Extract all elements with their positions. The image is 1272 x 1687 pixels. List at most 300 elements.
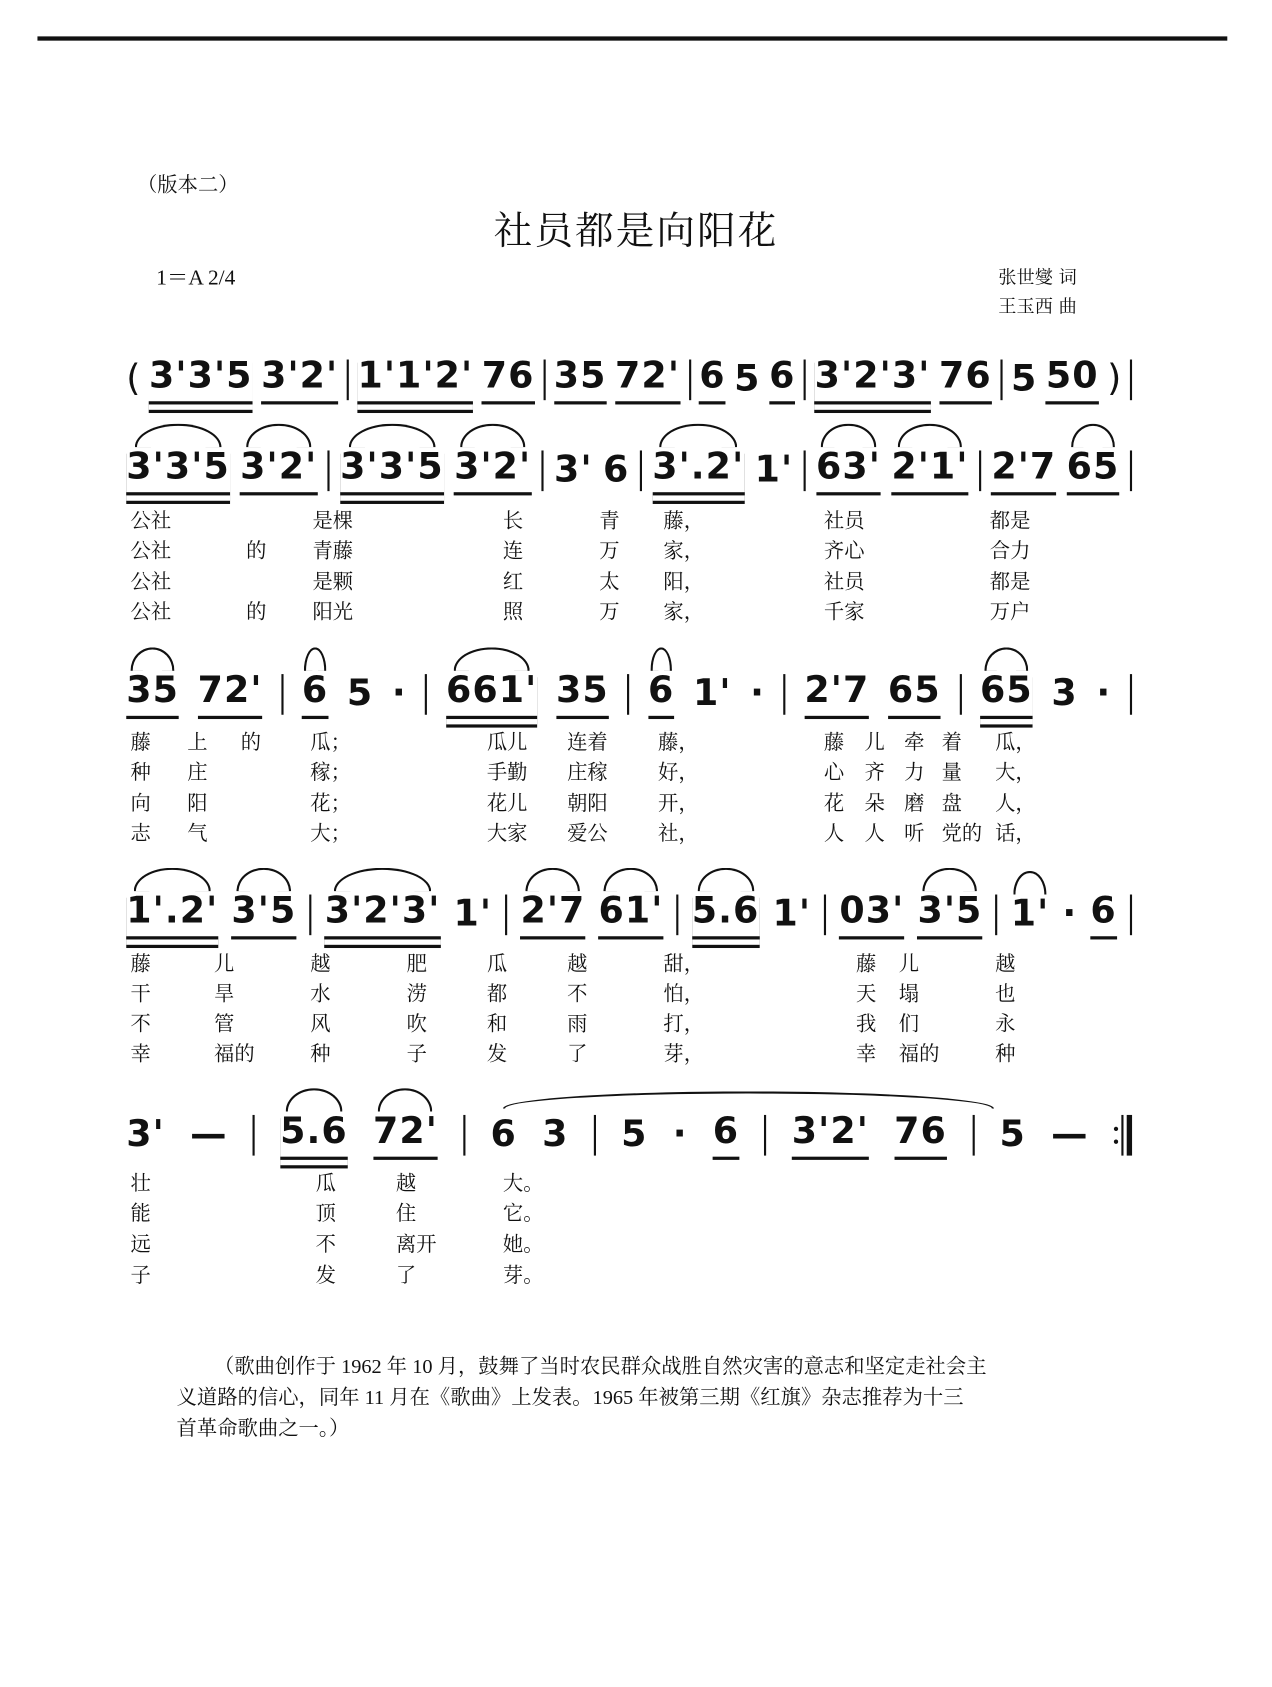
note-group-text: 5.6 [691,889,760,932]
note-group [520,889,585,939]
barline [1130,674,1132,715]
lyric-syllable: 磨 [904,791,925,816]
note-group-text: — [190,1112,228,1156]
barline [677,895,679,936]
lyric-syllable: 风 [310,1012,331,1036]
lyric-syllable: 瓜 [315,1171,336,1196]
note-group [357,354,473,404]
lyric-syllable: 种 [310,1042,331,1066]
song-title: 社员都是向阳花 [493,209,779,254]
barline [996,895,998,936]
note-group [240,445,317,495]
note-group [652,445,744,495]
lyric-syllable: 万户 [989,600,1031,624]
note-group-text: · [672,1112,688,1156]
note-group-text: 2'1' [891,445,969,488]
note-group-text: 5 [734,357,761,401]
note-group-text: · [1062,892,1078,936]
lyric-syllable: 管 [214,1012,235,1036]
note-group-text: 3' [126,1112,165,1156]
lyric-syllable: 公社 [130,539,172,563]
lyric-syllable: 天 [856,982,877,1006]
lyric-syllable: 阳 [187,791,208,816]
note-group [1051,672,1077,719]
lyric-syllable: 吹 [406,1012,427,1036]
lyric-syllable: 远 [130,1232,151,1257]
barline [972,1115,974,1156]
note-group [1011,357,1037,404]
note-group [734,357,760,404]
note-group [773,892,812,939]
lyric-syllable: 瓜； [310,730,351,755]
note-group [491,1113,517,1160]
barline [1130,895,1132,936]
note-group-text: 3'5 [231,889,297,932]
barline [804,450,806,491]
barline [347,360,349,401]
lyric-syllable: 万 [599,600,620,624]
note-group [554,354,607,404]
lyric-syllable: 子 [130,1263,151,1288]
lyric-syllable: 量 [941,760,962,785]
note-group-text: 1' [453,892,493,936]
lyric-syllable: 是棵 [312,509,354,533]
note-group [542,1113,568,1160]
slur [134,868,211,892]
repeat-end-barline [1114,1115,1132,1156]
note-group [392,672,407,719]
note-group-text: 72' [197,668,263,712]
notation-row [126,431,1132,495]
note-group [693,672,732,719]
note-group-text: 3'2' [791,1109,869,1153]
lyric-syllable: 藤， [658,730,699,755]
note-group [149,354,253,404]
note-group-text: 65 [980,668,1033,712]
note-group [556,669,609,719]
lyric-syllable: 气 [187,821,208,846]
lyric-syllable: 福的 [898,1042,940,1066]
lyric-syllable: 大； [310,821,351,846]
composer-credit: 王玉西 曲 [998,296,1077,318]
note-group [446,669,537,719]
footnote-line: 义道路的信心，同年 11 月在《歌曲》上发表。1965 年被第三期《红旗》杂志推荐为十三 [176,1386,964,1410]
lyric-syllable: 着 [941,730,962,755]
lyric-syllable: 了 [567,1042,588,1066]
note-group-text: 76 [894,1109,947,1153]
note-group [839,889,904,939]
lyric-syllable: 手勤 [486,760,528,785]
lyric-syllable: 公社 [130,570,172,594]
barline [425,674,427,715]
slur [821,424,876,448]
note-group [713,1110,739,1160]
lyric-syllable: 上 [187,730,208,755]
lyric-syllable: 打， [663,1012,705,1036]
lyric-syllable: 庄 [187,760,208,785]
slur [923,868,978,892]
lyric-syllable: 发 [486,1042,508,1066]
lyric-syllable: 阳， [663,570,705,594]
lyric-syllable: 照 [502,600,524,624]
note-group-text: 35 [553,354,607,397]
note-group-text: 3'3'5 [148,354,253,397]
slur [130,647,174,671]
lyric-syllable: 种 [130,760,151,785]
slur [898,424,963,448]
note-group [755,448,794,495]
barline [309,895,311,936]
lyric-syllable: 家， [663,539,705,563]
note-group [340,445,444,495]
lyric-syllable: 青 [599,509,620,533]
lyric-syllable: 瓜， [995,730,1036,755]
note-group-text: 5 [999,1112,1026,1156]
note-group-text: 3'.2' [652,445,745,488]
lyric-syllable: 干 [130,982,151,1006]
note-group [792,1110,869,1160]
note-group [482,354,535,404]
note-group-text: 3'3'5 [340,445,444,488]
note-group [991,445,1056,495]
note-group [1051,1113,1088,1160]
lyric-syllable: 们 [898,1012,920,1036]
lyric-syllable: 红 [502,570,524,594]
barline [627,674,629,715]
lyric-syllable: 齐心 [823,539,865,563]
slur [237,868,292,892]
note-group-text: 6 [648,668,675,712]
note-group [1062,892,1077,939]
lyric-syllable: 能 [130,1201,151,1226]
barline [804,360,806,401]
lyric-syllable: 阳光 [312,600,354,624]
lyric-syllable: 也 [995,982,1016,1006]
note-group-text: 3' [554,448,593,492]
note-group-text: 5.6 [280,1109,348,1153]
slur [1071,424,1115,448]
note-group [615,354,680,404]
note-group-text: 5 [1010,357,1038,401]
lyric-syllable: 越 [995,952,1016,976]
note-group [1046,354,1099,404]
barline [640,450,642,491]
lyric-syllable: 了 [395,1263,417,1288]
barline [281,674,283,715]
note-group [894,1110,947,1160]
note-group-text: 3'2'3' [814,354,931,397]
notation-row [126,875,1132,939]
note-group [126,445,230,495]
lyric-syllable: 越 [310,952,331,976]
lyric-syllable: 齐 [864,760,885,785]
note-group-text: 6 [1090,889,1117,932]
slur [604,868,659,892]
lyric-syllable: 芽。 [502,1263,544,1288]
note-group-text: 1'.2' [126,889,219,932]
lyric-syllable: 朝阳 [567,791,608,816]
barline [543,360,545,401]
lyric-syllable: 塌 [898,982,920,1006]
note-group-text: 6 [301,668,329,712]
lyric-syllable: 壮 [130,1171,151,1196]
note-group-text: 35 [126,668,180,712]
lyric-syllable: 青藤 [312,539,354,563]
note-group-text: 1'1'2' [357,354,474,397]
lyric-syllable: 千家 [823,600,865,624]
lyric-syllable: 花； [310,791,351,816]
slur [378,1088,433,1112]
note-group [347,672,373,719]
lyric-syllable: 瓜儿 [486,730,528,755]
lyric-syllable: 人 [823,821,845,846]
lyric-syllable: 儿 [864,730,885,755]
lyric-syllable: 藤 [130,952,151,976]
note-group-text: 3'2' [261,354,339,397]
lyric-syllable: 永 [995,1012,1016,1036]
footnote-line: 首革命歌曲之一。） [176,1417,350,1441]
slur [135,424,222,448]
lyric-syllable: 连 [502,539,524,563]
note-group-text: 50 [1045,354,1099,397]
lyric-syllable: 长 [502,509,524,533]
lyric-syllable: 人 [864,821,885,846]
slur [453,647,530,671]
slur [246,424,311,448]
note-group [769,354,795,404]
note-group [231,889,296,939]
note-group-text: 35 [555,668,609,712]
lyric-syllable: 肥 [406,952,427,976]
long-slur [503,1091,994,1108]
note-group-text: 3'5 [917,889,983,932]
note-group [673,1113,688,1160]
barline [764,1115,766,1156]
note-group [939,354,992,404]
version-label: （版本二） [136,173,239,197]
slur [460,424,525,448]
lyric-syllable: 大， [995,760,1036,785]
barline [979,450,981,491]
lyric-syllable: 涝 [406,982,427,1006]
slur [334,868,431,892]
lyric-syllable: 不 [315,1232,336,1257]
note-group-text: · [1096,671,1112,715]
lyric-syllable: 花儿 [486,791,528,816]
note-group [750,672,765,719]
lyric-syllable: 是颗 [312,570,354,594]
note-group-text: 2'7 [991,445,1057,488]
lyric-syllable: 她。 [502,1232,544,1257]
note-group-text: 65 [887,668,941,712]
note-group-text: 6 [602,448,630,492]
lyric-syllable: 怕， [663,982,705,1006]
slur [660,424,737,448]
note-group-text: 2'7 [520,889,586,932]
note-group-text: 6 [490,1112,517,1156]
lyric-syllable: 合力 [989,539,1031,563]
lyric-syllable: 旱 [214,982,235,1006]
lyric-syllable: 公社 [130,600,172,624]
note-group-text: 76 [481,354,535,397]
barline [959,674,961,715]
lyric-syllable: 芽， [663,1042,705,1066]
lyric-syllable: 的 [246,539,267,563]
note-group-text: 2'7 [804,668,870,712]
slur [526,868,581,892]
note-group-text: 3 [1051,671,1078,715]
note-group [554,448,593,495]
note-group-text: 61' [598,889,664,932]
note-group [261,354,338,404]
lyric-syllable: 都是 [989,570,1031,594]
lyric-syllable: 志 [130,821,151,846]
lyric-syllable: 盘 [941,791,962,816]
note-group [815,354,931,404]
lyric-syllable: 心 [823,760,845,785]
note-group-text: 3'2' [454,445,532,488]
lyric-syllable: 太 [599,570,620,594]
lyric-syllable: 都是 [989,509,1031,533]
note-group [302,669,328,719]
note-group [699,354,725,404]
note-group [1000,1113,1026,1160]
lyric-syllable: 儿 [898,952,920,976]
lyric-syllable: 家， [663,600,705,624]
note-group-text: 1' [693,671,732,715]
note-group [373,1110,438,1160]
slur [650,647,672,671]
note-group [190,1113,227,1160]
lyric-syllable: 和 [486,1012,508,1036]
lyric-syllable: 儿 [214,952,235,976]
lyric-syllable: 幸 [130,1042,151,1066]
note-group [1090,889,1116,939]
note-group [1067,445,1120,495]
note-group-text: 76 [938,354,992,397]
barline [824,895,826,936]
note-group [816,445,881,495]
lyric-syllable: 离开 [395,1232,437,1257]
lyric-syllable: 听 [904,821,925,846]
barline [253,1115,255,1156]
note-group-text: 5 [346,671,374,715]
note-group-text: 65 [1066,445,1120,488]
barline [505,895,507,936]
note-group-text: 5 [621,1112,648,1156]
note-group [598,889,663,939]
lyric-syllable: 藤， [663,509,705,533]
lyric-syllable: 种 [995,1042,1016,1066]
notation-row [126,340,1132,404]
barline [784,674,786,715]
lyric-syllable: 住 [395,1201,417,1226]
lyric-syllable: 藤 [856,952,877,976]
lyric-syllable: 顶 [315,1201,336,1226]
barline [594,1115,596,1156]
lyric-syllable: 庄稼 [567,760,608,785]
note-group [621,1113,647,1160]
lyric-syllable: 向 [130,791,151,816]
note-group-text: 1' [1010,892,1050,936]
note-group-text: 3'2' [240,445,318,488]
lyric-syllable: 水 [310,982,331,1006]
note-group [888,669,941,719]
lyric-syllable: 瓜 [486,952,508,976]
barline [328,450,330,491]
note-group-text: 63' [816,445,882,488]
note-group-text: 6 [699,354,726,397]
note-group [126,889,218,939]
lyric-syllable: 不 [567,982,588,1006]
lyric-syllable: 好， [658,760,699,785]
note-group [126,669,179,719]
note-group-text: 1' [772,892,812,936]
lyric-syllable: 发 [315,1263,336,1288]
lyric-syllable: 牵 [904,730,925,755]
lyric-syllable: 的 [240,730,262,755]
note-group-text: 72' [372,1109,438,1153]
barline [463,1115,465,1156]
lyric-syllable: 公社 [130,509,172,533]
note-group [1011,892,1050,939]
lyric-syllable: 稼； [310,760,351,785]
lyric-syllable: 话， [995,821,1036,846]
slur [348,424,435,448]
lyric-syllable: 雨 [567,1012,588,1036]
lyric-syllable: 甜， [663,952,705,976]
barline [1000,360,1002,401]
note-group [603,448,629,495]
lyric-syllable: 我 [856,1012,877,1036]
lyric-syllable: 社， [658,821,699,846]
lyricist-credit: 张世燮 词 [998,267,1077,289]
footnote-line: （歌曲创作于 1962 年 10 月，鼓舞了当时农民群众战胜自然灾害的意志和坚定走社会主 [214,1355,987,1379]
note-group-text: 3'3'5 [126,445,230,488]
lyric-syllable: 社员 [823,570,865,594]
lyric-syllable: 力 [904,760,925,785]
slur [304,647,326,671]
barline [1130,450,1132,491]
lyric-syllable: 越 [395,1171,417,1196]
note-group [891,445,968,495]
lyric-syllable: 越 [567,952,588,976]
note-group [917,889,982,939]
lyric-syllable: 爱公 [567,821,608,846]
note-group [280,1110,348,1160]
lyric-syllable: 幸 [856,1042,877,1066]
open-paren: ( [126,357,141,401]
key-time-signature: 1＝A 2/4 [156,266,236,290]
barline [542,450,544,491]
barline [1130,360,1132,401]
note-group [692,889,760,939]
note-group-text: · [391,671,407,715]
slur [1014,871,1046,895]
note-group-text: · [750,671,766,715]
slur [285,1088,342,1112]
note-group [126,1113,165,1160]
slur [984,647,1028,671]
lyric-syllable: 社员 [823,509,865,533]
lyric-syllable: 花 [823,791,845,816]
lyric-syllable: 藤 [130,730,151,755]
note-group [454,892,493,939]
note-group-text: 6 [712,1109,740,1153]
lyric-syllable: 党的 [941,821,983,846]
note-group [648,669,674,719]
lyric-syllable: 福的 [214,1042,255,1066]
